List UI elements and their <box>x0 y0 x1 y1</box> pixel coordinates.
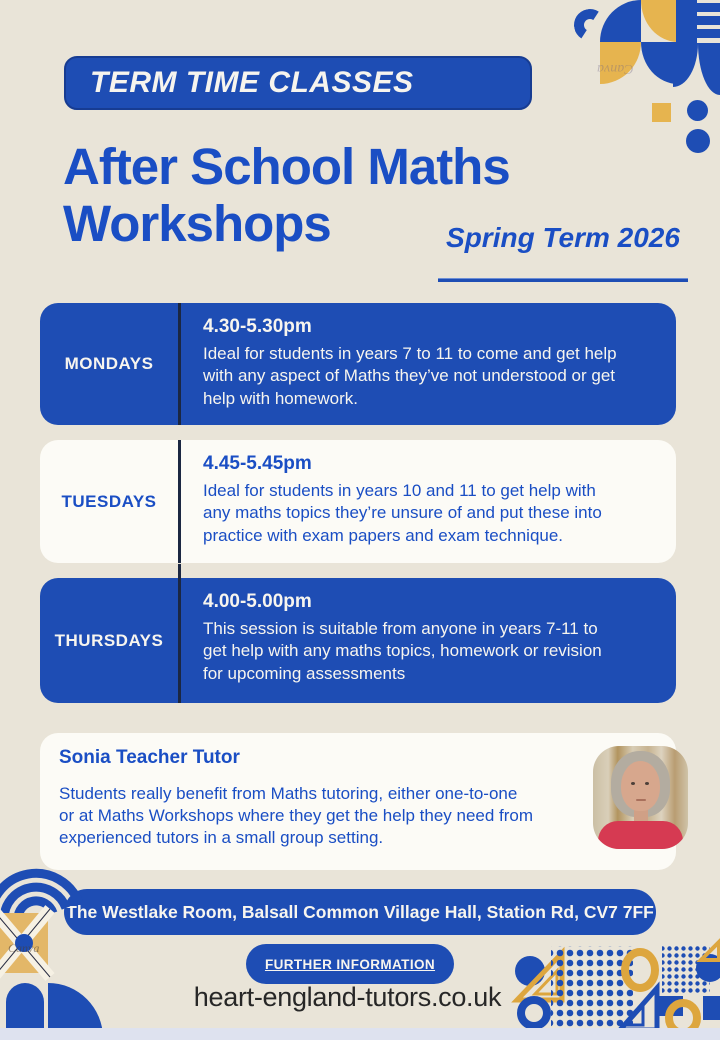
title-line2: Workshops <box>63 195 331 252</box>
photo-eye <box>645 782 649 785</box>
decor-stripe <box>695 16 720 25</box>
day-label: MONDAYS <box>64 354 154 373</box>
canva-watermark: Canva <box>8 941 40 955</box>
session-card-tuesdays <box>40 440 676 563</box>
session-time: 4.30-5.30pm <box>203 316 312 337</box>
website-link[interactable]: heart-england-tutors.co.uk <box>193 982 502 1012</box>
further-information-button[interactable] <box>246 944 454 984</box>
decor-quarter-circle <box>698 43 720 95</box>
decor-dot-grid <box>551 946 633 1032</box>
further-information-label: FURTHER INFORMATION <box>264 956 436 972</box>
session-description: Ideal for students in years 10 and 11 to get help with any maths topics they’re unsure of and put these into practice with exam papers and exam technique. <box>203 481 602 545</box>
decor-quarter-circle <box>600 0 641 42</box>
tutor-name: Sonia Teacher Tutor <box>59 747 240 768</box>
session-description: This session is suitable from anyone in years 7-11 to get help with any maths topics, homework or revision for upcoming assessments <box>203 619 602 683</box>
decor-circle <box>687 100 708 121</box>
photo-face <box>621 761 660 811</box>
term-time-label: TERM TIME CLASSES <box>90 66 414 99</box>
decor-quarter-circle <box>641 0 678 42</box>
day-column <box>40 303 178 425</box>
session-details <box>181 578 676 703</box>
day-column <box>40 578 178 703</box>
session-details <box>181 303 676 425</box>
testimonial-card <box>40 733 676 870</box>
photo-eye <box>631 782 635 785</box>
venue-address: The Westlake Room, Balsall Common Village Hall, Station Rd, CV7 7FF <box>66 901 654 922</box>
canva-watermark: Canva <box>597 61 634 76</box>
tutor-quote: Students really benefit from Maths tutoring, either one-to-one or at Maths Workshops where they get the help they need from experienced tutors in a small group setting. <box>59 784 534 848</box>
tutor-photo <box>593 746 688 849</box>
day-label: THURSDAYS <box>54 630 164 650</box>
title-line1: After School Maths <box>63 138 510 195</box>
photo-mouth <box>636 799 646 801</box>
decor-stripe <box>695 29 720 38</box>
venue-address-banner <box>64 889 656 935</box>
decor-square <box>676 0 697 43</box>
decor-quarter-circle <box>673 43 698 87</box>
decor-square <box>652 103 671 122</box>
decor-square <box>703 996 720 1020</box>
session-card-mondays <box>40 303 676 425</box>
session-details <box>181 440 676 563</box>
decor-circle <box>686 129 710 153</box>
decor-ring <box>521 1000 547 1026</box>
day-column <box>40 440 178 563</box>
photo-shirt <box>598 821 683 849</box>
session-time: 4.45-5.45pm <box>203 453 312 474</box>
term-season-label: Spring Term 2026 <box>446 222 680 253</box>
decor-stripe <box>695 3 720 12</box>
session-description: Ideal for students in years 7 to 11 to come and get help with any aspect of Maths they’ve not understood or get help with homework. <box>203 344 617 408</box>
session-card-thursdays <box>40 578 676 703</box>
term-time-banner <box>64 56 532 110</box>
day-label: TUESDAYS <box>61 491 157 511</box>
decor-circle <box>515 956 545 986</box>
term-underline <box>438 278 688 282</box>
bottom-edge-strip <box>0 1028 720 1040</box>
session-time: 4.00-5.00pm <box>203 591 312 612</box>
bottom-right-decor <box>505 938 720 1034</box>
